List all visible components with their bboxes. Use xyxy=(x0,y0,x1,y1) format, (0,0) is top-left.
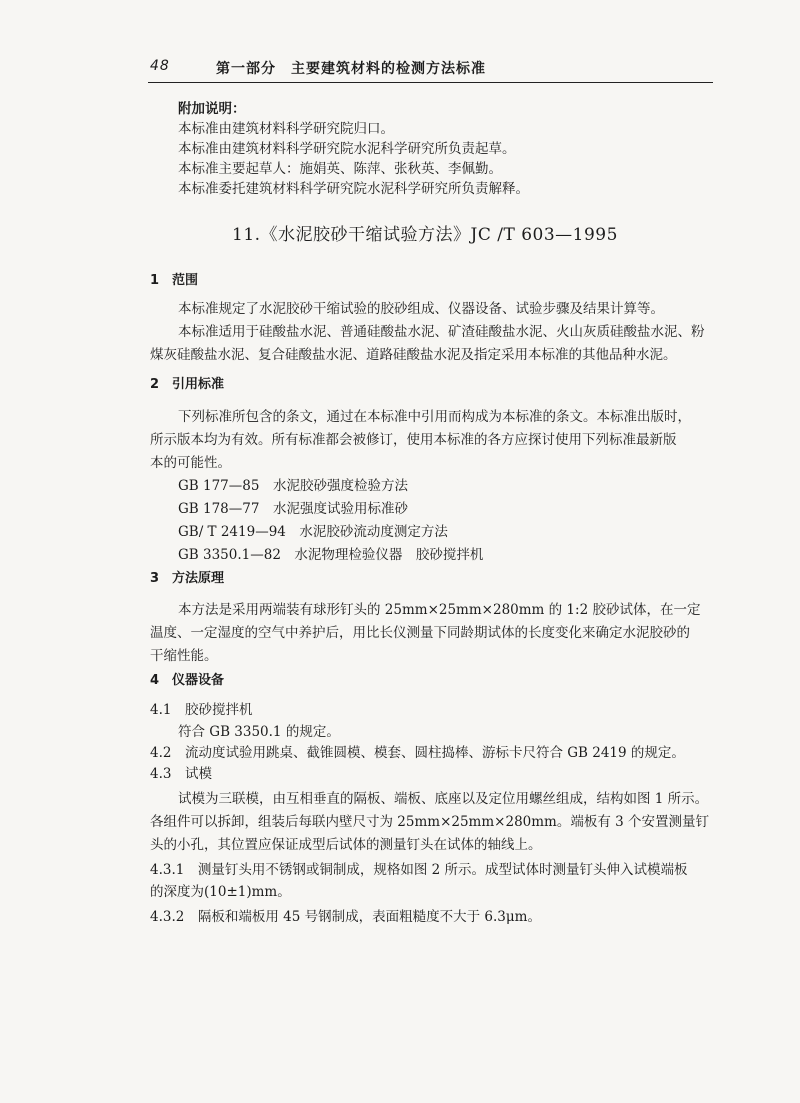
paragraph-line: 头的小孔，其位置应保证成型后试体的测量钉头在试体的轴线上。 xyxy=(150,837,542,853)
reference-item: GB/ T 2419—94 水泥胶砂流动度测定方法 xyxy=(178,524,448,540)
reference-item: GB 3350.1—82 水泥物理检验仪器 胶砂搅拌机 xyxy=(178,547,484,563)
reference-item: GB 177—85 水泥胶砂强度检验方法 xyxy=(178,478,408,494)
paragraph-line: 的深度为(10±1)mm。 xyxy=(150,884,291,900)
subsection-line: 4.3.2 隔板和端板用 45 号钢制成，表面粗糙度不大于 6.3μm。 xyxy=(150,909,541,925)
paragraph-line: 所示版本均为有效。所有标准都会被修订，使用本标准的各方应探讨使用下列标准最新版 xyxy=(150,432,677,448)
paragraph-line: 符合 GB 3350.1 的规定。 xyxy=(178,724,340,740)
standard-title: 11.《水泥胶砂干缩试验方法》JC /T 603—1995 xyxy=(232,225,618,245)
section-heading: 4 仪器设备 xyxy=(150,673,225,688)
paragraph-line: 温度、一定湿度的空气中养护后，用比长仪测量下同龄期试体的长度变化来确定水泥胶砂的 xyxy=(150,625,690,641)
reference-item: GB 178—77 水泥强度试验用标准砂 xyxy=(178,501,408,517)
appendix-line: 本标准由建筑材料科学研究院水泥科学研究所负责起草。 xyxy=(178,141,516,157)
appendix-line: 本标准主要起草人：施娟英、陈萍、张秋英、李佩勤。 xyxy=(178,161,502,177)
paragraph-line: 本方法是采用两端装有球形钉头的 25mm×25mm×280mm 的 1:2 胶砂试体，在一定 xyxy=(178,602,701,618)
header-rule xyxy=(148,82,713,83)
paragraph-line: 本标准适用于硅酸盐水泥、普通硅酸盐水泥、矿渣硅酸盐水泥、火山灰质硅酸盐水泥、粉 xyxy=(178,324,705,340)
paragraph-line: 本的可能性。 xyxy=(150,455,231,471)
header-title: 第一部分 主要建筑材料的检测方法标准 xyxy=(216,61,486,77)
subsection-heading: 4.1 胶砂搅拌机 xyxy=(150,702,253,718)
subsection-line: 4.3.1 测量钉头用不锈钢或铜制成，规格如图 2 所示。成型试体时测量钉头伸入试模端板 xyxy=(150,862,688,878)
paragraph-line: 试模为三联模，由互相垂直的隔板、端板、底座以及定位用螺丝组成，结构如图 1 所示。 xyxy=(178,791,709,807)
paragraph-line: 下列标准所包含的条文，通过在本标准中引用而构成为本标准的条文。本标准出版时， xyxy=(178,409,691,425)
paragraph-line: 本标准规定了水泥胶砂干缩试验的胶砂组成、仪器设备、试验步骤及结果计算等。 xyxy=(178,301,664,317)
section-heading: 2 引用标准 xyxy=(150,377,225,392)
subsection-line: 4.2 流动度试验用跳桌、截锥圆模、模套、圆柱捣棒、游标卡尺符合 GB 2419 的规定。 xyxy=(150,745,685,761)
appendix-heading: 附加说明： xyxy=(178,101,246,117)
section-heading: 3 方法原理 xyxy=(150,571,225,586)
paragraph-line: 干缩性能。 xyxy=(150,648,218,664)
appendix-line: 本标准委托建筑材料科学研究院水泥科学研究所负责解释。 xyxy=(178,181,529,197)
section-heading: 1 范围 xyxy=(150,273,199,288)
page-number: 48 xyxy=(150,58,170,74)
paragraph-line: 各组件可以拆卸，组装后每联内壁尺寸为 25mm×25mm×280mm。端板有 3 个安置测量钉 xyxy=(150,814,710,830)
running-header xyxy=(150,58,710,80)
subsection-heading: 4.3 试模 xyxy=(150,766,212,782)
paragraph-line: 煤灰硅酸盐水泥、复合硅酸盐水泥、道路硅酸盐水泥及指定采用本标准的其他品种水泥。 xyxy=(150,347,677,363)
appendix-line: 本标准由建筑材料科学研究院归口。 xyxy=(178,121,394,137)
